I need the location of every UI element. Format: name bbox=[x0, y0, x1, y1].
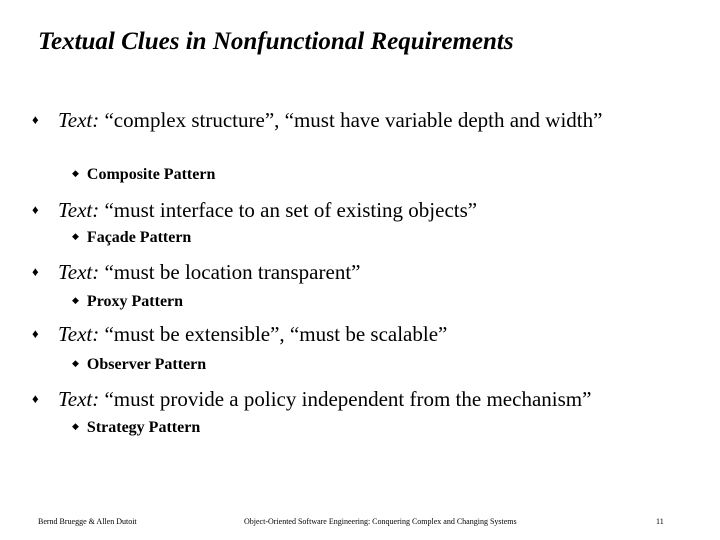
page-number: 11 bbox=[656, 517, 664, 526]
item-text bbox=[58, 259, 688, 285]
pattern-name: Observer Pattern bbox=[86, 356, 207, 373]
item-label: Text: bbox=[58, 387, 100, 411]
item-quote: “must be extensible”, “must be scalable” bbox=[99, 322, 448, 346]
sub-item bbox=[72, 166, 215, 184]
item-label: Text: bbox=[58, 108, 100, 132]
sub-bullet-icon: ◆ bbox=[72, 231, 79, 241]
item-text bbox=[58, 197, 688, 223]
item-text bbox=[58, 386, 688, 412]
diamond-bullet-icon: ♦ bbox=[32, 326, 39, 341]
sub-bullet-icon: ◆ bbox=[72, 168, 79, 178]
item-quote: “must be location transparent” bbox=[99, 260, 361, 284]
item-label: Text: bbox=[58, 198, 100, 222]
item-quote: “must interface to an set of existing objects” bbox=[99, 198, 478, 222]
sub-bullet-icon: ◆ bbox=[72, 295, 79, 305]
item-label: Text: bbox=[58, 260, 100, 284]
item-text bbox=[58, 107, 688, 133]
diamond-bullet-icon: ♦ bbox=[32, 112, 39, 127]
pattern-name: Strategy Pattern bbox=[86, 419, 201, 436]
item-quote: “must provide a policy independent from the mechanism” bbox=[99, 387, 592, 411]
footer-book-title: Object-Oriented Software Engineering: Conquering Complex and Changing Systems bbox=[244, 517, 517, 526]
sub-item bbox=[72, 229, 191, 247]
sub-item bbox=[72, 356, 206, 374]
pattern-name: Composite Pattern bbox=[86, 166, 216, 183]
footer-authors: Bernd Bruegge & Allen Dutoit bbox=[38, 517, 137, 526]
item-text bbox=[58, 321, 688, 347]
sub-item bbox=[72, 419, 200, 437]
sub-bullet-icon: ◆ bbox=[72, 358, 79, 368]
sub-item bbox=[72, 293, 183, 311]
diamond-bullet-icon: ♦ bbox=[32, 202, 39, 217]
sub-bullet-icon: ◆ bbox=[72, 421, 79, 431]
pattern-name: Façade Pattern bbox=[86, 229, 192, 246]
pattern-name: Proxy Pattern bbox=[86, 293, 184, 310]
slide-title: Textual Clues in Nonfunctional Requirements bbox=[38, 28, 514, 55]
item-label: Text: bbox=[58, 322, 100, 346]
item-quote: “complex structure”, “must have variable depth and width” bbox=[99, 108, 603, 132]
diamond-bullet-icon: ♦ bbox=[32, 391, 39, 406]
diamond-bullet-icon: ♦ bbox=[32, 264, 39, 279]
